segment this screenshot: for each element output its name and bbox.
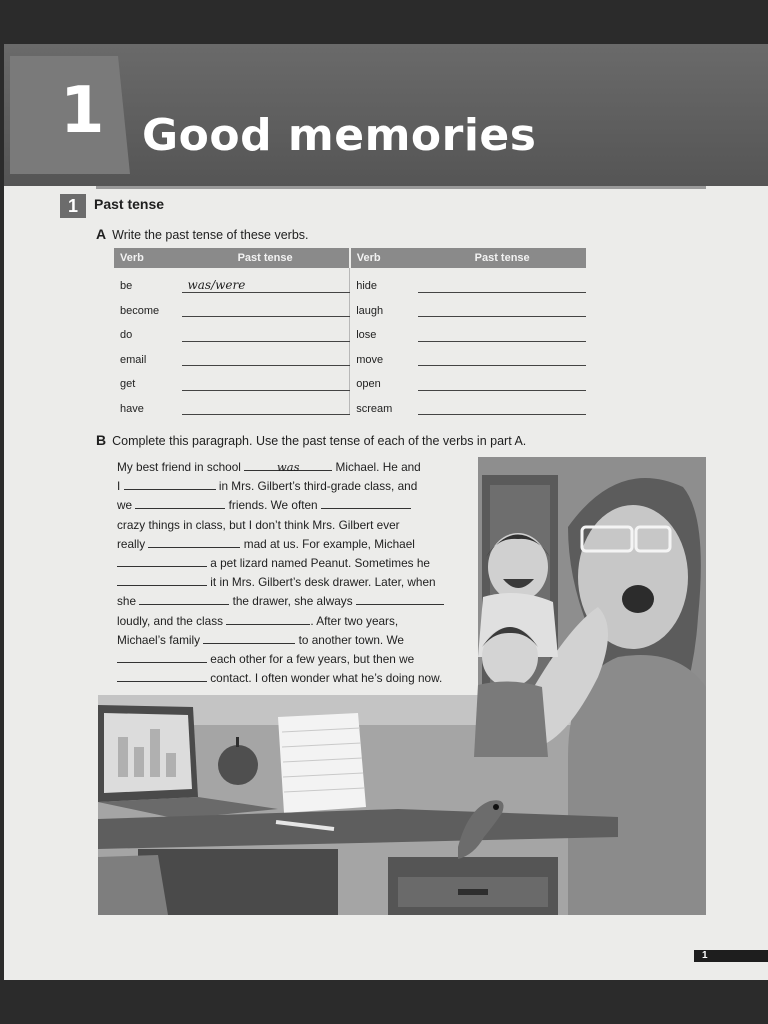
answer-blank[interactable]	[182, 341, 350, 366]
paragraph-text: My best friend in school	[117, 460, 241, 474]
answer-blank[interactable]	[182, 317, 350, 342]
paragraph-line	[117, 554, 477, 573]
verb-cell: have	[120, 402, 144, 415]
verb-cell: get	[120, 378, 136, 390]
answer-blank[interactable]	[135, 496, 225, 509]
part-a-text: Write the past tense of these verbs.	[112, 228, 309, 242]
answer-blank[interactable]	[418, 268, 586, 292]
verb-cell: laugh	[350, 292, 419, 317]
paragraph-text: mad at us. For example, Michael	[243, 536, 415, 551]
handwritten-answer: was	[276, 460, 300, 474]
part-a-instruction	[96, 226, 309, 242]
unit-title: Good memories	[142, 110, 537, 161]
answer-blank[interactable]	[418, 292, 586, 317]
answer-blank[interactable]	[203, 631, 295, 644]
table-row	[114, 292, 586, 317]
paragraph-text: it in Mrs. Gilbert’s desk drawer. Later, when	[210, 575, 436, 590]
paragraph-text: friends. We often	[228, 498, 318, 513]
answer-blank[interactable]	[117, 650, 207, 663]
paragraph-line	[117, 631, 477, 650]
paragraph-line	[117, 496, 477, 515]
paragraph-text: Michael. He and	[335, 460, 421, 474]
paragraph-text: really	[117, 536, 146, 551]
answer-blank[interactable]	[117, 669, 207, 682]
paragraph-text: in Mrs. Gilbert’s third-grade class, and	[218, 479, 418, 494]
table-row	[114, 341, 586, 366]
answer-blank[interactable]	[418, 317, 586, 342]
answer-blank[interactable]	[356, 592, 444, 605]
paragraph-text: . After two years,	[310, 613, 399, 628]
verb-cell: scream	[350, 390, 419, 415]
unit-number: 1	[60, 74, 105, 148]
paragraph-line	[117, 535, 477, 554]
paragraph-line	[117, 612, 477, 631]
paragraph-text: crazy things in class, but I don’t think Mrs. Gilbert ever	[117, 517, 400, 532]
part-a-letter: A	[96, 226, 107, 242]
answer-blank[interactable]	[244, 458, 332, 474]
verb-cell: do	[120, 329, 133, 341]
page-number: 1	[694, 950, 768, 962]
paragraph-line	[117, 516, 477, 535]
paragraph-text: a pet lizard named Peanut. Sometimes he	[210, 556, 430, 571]
verb-cell: open	[350, 366, 419, 391]
answer-blank[interactable]	[117, 573, 207, 586]
table-row	[114, 268, 586, 292]
paragraph-text: we	[117, 498, 133, 513]
verb-cell: email	[120, 353, 147, 366]
verb-cell: be	[120, 280, 133, 292]
answer-blank[interactable]	[321, 496, 411, 509]
answer-blank[interactable]	[182, 292, 350, 317]
paragraph-text: I	[117, 479, 121, 494]
paragraph-text: she	[117, 594, 137, 609]
workbook-page	[4, 44, 768, 980]
table-row	[114, 366, 586, 391]
header-verb: Verb	[114, 248, 182, 268]
answer-blank[interactable]	[182, 268, 350, 292]
section-rule	[96, 186, 706, 189]
paragraph-text: contact. I often wonder what he’s doing now.	[210, 671, 443, 686]
section-title: Past tense	[94, 196, 165, 212]
table-row	[114, 390, 586, 415]
answer-blank[interactable]	[418, 366, 586, 391]
fill-in-paragraph	[117, 458, 477, 688]
paragraph-text: the drawer, she always	[232, 594, 353, 609]
paragraph-text: each other for a few years, but then we	[210, 652, 415, 667]
paragraph-line	[117, 573, 477, 592]
verb-cell: hide	[350, 268, 419, 292]
answer-blank[interactable]	[226, 612, 310, 625]
answer-blank[interactable]	[148, 535, 240, 548]
answer-blank[interactable]	[182, 366, 350, 391]
paragraph-line	[117, 650, 477, 669]
verb-cell: move	[350, 341, 419, 366]
verb-table	[114, 248, 586, 415]
section-number: 1	[60, 194, 86, 218]
header-verb: Verb	[350, 248, 419, 268]
unit-header	[4, 44, 768, 186]
paragraph-line	[117, 669, 477, 688]
verb-cell: become	[120, 304, 160, 317]
answer-blank[interactable]	[117, 554, 207, 567]
paragraph-text: loudly, and the class	[117, 613, 224, 628]
table-row	[114, 317, 586, 342]
header-past-tense: Past tense	[418, 248, 586, 268]
paragraph-line	[117, 592, 477, 611]
part-b-text: Complete this paragraph. Use the past tense of each of the verbs in part A.	[112, 434, 527, 448]
answer-blank[interactable]	[418, 341, 586, 366]
answer-blank[interactable]	[124, 477, 216, 490]
answer-blank[interactable]	[139, 592, 229, 605]
answer-blank[interactable]	[182, 390, 350, 415]
paragraph-line	[117, 458, 477, 477]
verb-table-header	[114, 248, 586, 268]
paragraph-text: to another town. We	[298, 632, 404, 647]
part-b-instruction	[96, 432, 526, 448]
verb-cell: lose	[350, 317, 419, 342]
part-b-letter: B	[96, 432, 107, 448]
handwritten-answer: was/were	[187, 277, 246, 292]
answer-blank[interactable]	[418, 390, 586, 415]
header-past-tense: Past tense	[182, 248, 350, 268]
paragraph-text: Michael’s family	[117, 632, 201, 647]
paragraph-line	[117, 477, 477, 496]
